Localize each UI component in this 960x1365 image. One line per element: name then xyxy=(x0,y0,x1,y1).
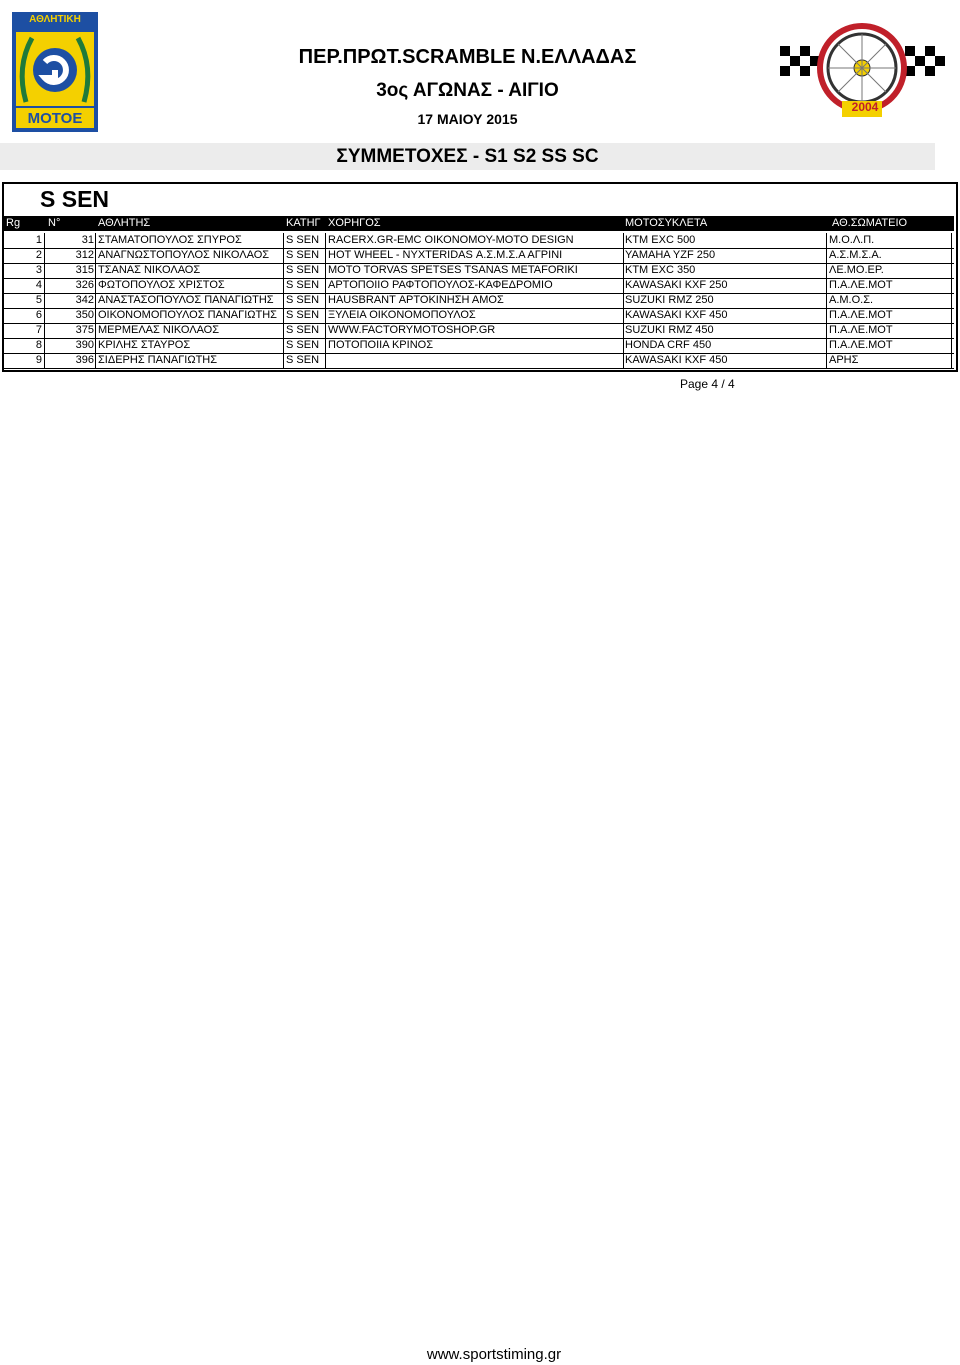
cell-cat: S SEN xyxy=(286,324,320,336)
cell-divider xyxy=(623,338,624,353)
cell-no: 342 xyxy=(75,294,94,306)
cell-rg: 1 xyxy=(35,234,42,246)
cell-cat: S SEN xyxy=(286,249,320,261)
cell-bike: KTM EXC 350 xyxy=(625,264,696,276)
cell-divider xyxy=(95,293,96,308)
cell-divider xyxy=(951,233,952,248)
cell-club: Π.Α.ΛΕ.ΜΟΤ xyxy=(829,279,893,291)
cell-rg: 6 xyxy=(35,309,42,321)
col-number: N° xyxy=(48,217,61,229)
cell-club: Π.Α.ΛΕ.ΜΟΤ xyxy=(829,309,893,321)
cell-divider xyxy=(623,233,624,248)
cell-divider xyxy=(623,353,624,368)
cell-divider xyxy=(95,353,96,368)
cell-cat: S SEN xyxy=(286,234,320,246)
cell-sponsor xyxy=(328,353,622,368)
col-category: ΚΑΤΗΓ xyxy=(286,217,321,229)
cell-cat: S SEN xyxy=(286,279,320,291)
cell-bike: SUZUKI RMZ 450 xyxy=(625,324,714,336)
cell-bike: KAWASAKI KXF 250 xyxy=(625,279,728,291)
cell-sponsor: ΑΡΤΟΠΟΙΙΟ ΡΑΦΤΟΠΟΥΛΟΣ-ΚΑΦΕΔΡΟΜΙΟ xyxy=(328,279,553,291)
cell-no: 396 xyxy=(75,354,94,366)
cell-name: ΑΝΑΓΝΩΣΤΟΠΟΥΛΟΣ ΝΙΚΟΛΑΟΣ xyxy=(98,249,270,261)
cell-divider xyxy=(623,323,624,338)
cell-rg: 8 xyxy=(35,339,42,351)
cell-sponsor: WWW.FACTORYMOTOSHOP.GR xyxy=(328,324,496,336)
cell-sponsor: HAUSBRANT ΑΡΤΟΚΙΝΗΣΗ ΑΜΟΣ xyxy=(328,294,504,306)
cell-divider xyxy=(95,308,96,323)
cell-sponsor: MOTO TORVAS SPETSES TSANAS METAFORIKI xyxy=(328,264,578,276)
cell-no: 312 xyxy=(75,249,94,261)
cell-divider xyxy=(951,278,952,293)
cell-sponsor: HOT WHEEL - NYXTERIDAS Α.Σ.Μ.Σ.Α ΑΓΡΙΝΙ xyxy=(328,249,563,261)
table-header xyxy=(4,216,954,231)
cell-divider xyxy=(95,323,96,338)
col-rg: Rg xyxy=(6,217,21,229)
cell-divider xyxy=(44,353,45,368)
table-row xyxy=(4,338,954,354)
cell-divider xyxy=(951,293,952,308)
cell-name: ΦΩΤΟΠΟΥΛΟΣ ΧΡΙΣΤΟΣ xyxy=(98,279,225,291)
cell-divider xyxy=(44,338,45,353)
cell-sponsor: ΠΟΤΟΠΟΙΙΑ ΚΡΙΝΟΣ xyxy=(328,339,434,351)
club-logo-year: 2004 xyxy=(851,100,879,114)
cell-club: ΛΕ.ΜΟ.ΕΡ. xyxy=(829,264,884,276)
table-row xyxy=(4,353,954,369)
col-athlete: ΑΘΛΗΤΗΣ xyxy=(98,217,151,229)
cell-divider xyxy=(44,278,45,293)
cell-name: ΑΝΑΣΤΑΣΟΠΟΥΛΟΣ ΠΑΝΑΓΙΩΤΗΣ xyxy=(98,294,274,306)
cell-no: 350 xyxy=(75,309,94,321)
cell-sponsor: RACERX.GR-EMC ΟΙΚΟΝΟΜΟΥ-MOTO DESIGN xyxy=(328,234,574,246)
cell-no: 31 xyxy=(81,234,94,246)
federation-logo-top-text: ΑΘΛΗΤΙΚΗ xyxy=(29,14,81,25)
cell-name: ΟΙΚΟΝΟΜΟΠΟΥΛΟΣ ΠΑΝΑΓΙΩΤΗΣ xyxy=(98,309,277,321)
cell-rg: 4 xyxy=(35,279,42,291)
page-number: Page 4 / 4 xyxy=(680,377,735,391)
cell-name: ΜΕΡΜΕΛΑΣ ΝΙΚΟΛΑΟΣ xyxy=(98,324,220,336)
cell-bike: KAWASAKI KXF 450 xyxy=(625,309,728,321)
cell-divider xyxy=(951,248,952,263)
cell-divider xyxy=(623,308,624,323)
table-row xyxy=(4,248,954,264)
cell-bike: SUZUKI RMZ 250 xyxy=(625,294,714,306)
cell-divider xyxy=(44,308,45,323)
cell-sponsor: ΞΥΛΕΙΑ ΟΙΚΟΝΟΜΟΠΟΥΛΟΣ xyxy=(328,309,476,321)
section-title: ΣΥΜΜΕΤΟΧΕΣ - S1 S2 SS SC xyxy=(336,146,599,167)
cell-divider xyxy=(44,293,45,308)
cell-bike: YAMAHA YZF 250 xyxy=(625,249,716,261)
event-date: 17 ΜΑΙΟΥ 2015 xyxy=(417,111,518,127)
cell-divider xyxy=(44,263,45,278)
cell-divider xyxy=(623,278,624,293)
page-subtitle: 3ος ΑΓΩΝΑΣ - ΑΙΓΙΟ xyxy=(376,80,559,101)
cell-divider xyxy=(623,293,624,308)
cell-name: ΣΤΑΜΑΤΟΠΟΥΛΟΣ ΣΠΥΡΟΣ xyxy=(98,234,242,246)
table-row xyxy=(4,278,954,294)
cell-name: ΤΣΑΝΑΣ ΝΙΚΟΛΑΟΣ xyxy=(98,264,201,276)
cell-divider xyxy=(623,248,624,263)
cell-divider xyxy=(951,308,952,323)
table-row xyxy=(4,308,954,324)
cell-divider xyxy=(95,233,96,248)
cell-club: Μ.Ο.Λ.Π. xyxy=(829,234,875,246)
cell-divider xyxy=(951,353,952,368)
cell-cat: S SEN xyxy=(286,294,320,306)
cell-no: 326 xyxy=(75,279,94,291)
cell-name: ΣΙΔΕΡΗΣ ΠΑΝΑΓΙΩΤΗΣ xyxy=(98,354,218,366)
cell-divider xyxy=(95,263,96,278)
cell-no: 315 xyxy=(75,264,94,276)
col-motorcycle: ΜΟΤΟΣΥΚΛΕΤΑ xyxy=(625,217,708,229)
cell-rg: 2 xyxy=(35,249,42,261)
cell-divider xyxy=(95,278,96,293)
cell-cat: S SEN xyxy=(286,339,320,351)
page-title: ΠΕΡ.ΠΡΩΤ.SCRAMBLE Ν.ΕΛΛΑΔΑΣ xyxy=(298,46,637,68)
table-row xyxy=(4,293,954,309)
cell-divider xyxy=(951,338,952,353)
cell-name: ΚΡΙΛΗΣ ΣΤΑΥΡΟΣ xyxy=(98,339,191,351)
cell-divider xyxy=(951,263,952,278)
cell-cat: S SEN xyxy=(286,264,320,276)
cell-divider xyxy=(44,323,45,338)
category-title: S SEN xyxy=(40,186,110,212)
cell-rg: 3 xyxy=(35,264,42,276)
col-sponsor: ΧΟΡΗΓΟΣ xyxy=(328,217,381,229)
federation-logo-bottom-text: ΜΟΤΟΕ xyxy=(27,110,83,127)
cell-club: ΑΡΗΣ xyxy=(829,354,859,366)
cell-rg: 9 xyxy=(35,354,42,366)
cell-divider xyxy=(44,248,45,263)
table-row xyxy=(4,233,954,249)
footer-url: www.sportstiming.gr xyxy=(426,1346,562,1363)
col-club: ΑΘ.ΣΩΜΑΤΕΙΟ xyxy=(832,217,908,229)
cell-no: 375 xyxy=(75,324,94,336)
cell-bike: HONDA CRF 450 xyxy=(625,339,712,351)
cell-divider xyxy=(95,248,96,263)
cell-rg: 5 xyxy=(35,294,42,306)
cell-divider xyxy=(44,233,45,248)
cell-club: Π.Α.ΛΕ.ΜΟΤ xyxy=(829,339,893,351)
cell-club: Α.Σ.Μ.Σ.Α. xyxy=(829,249,882,261)
cell-divider xyxy=(95,338,96,353)
cell-divider xyxy=(951,323,952,338)
cell-rg: 7 xyxy=(35,324,42,336)
table-row xyxy=(4,323,954,339)
table-row xyxy=(4,263,954,279)
cell-club: Π.Α.ΛΕ.ΜΟΤ xyxy=(829,324,893,336)
cell-cat: S SEN xyxy=(286,309,320,321)
cell-bike: KAWASAKI KXF 450 xyxy=(625,354,728,366)
cell-divider xyxy=(623,263,624,278)
cell-bike: KTM EXC 500 xyxy=(625,234,696,246)
cell-cat: S SEN xyxy=(286,354,320,366)
cell-no: 390 xyxy=(75,339,94,351)
cell-club: Α.Μ.Ο.Σ. xyxy=(829,294,874,306)
